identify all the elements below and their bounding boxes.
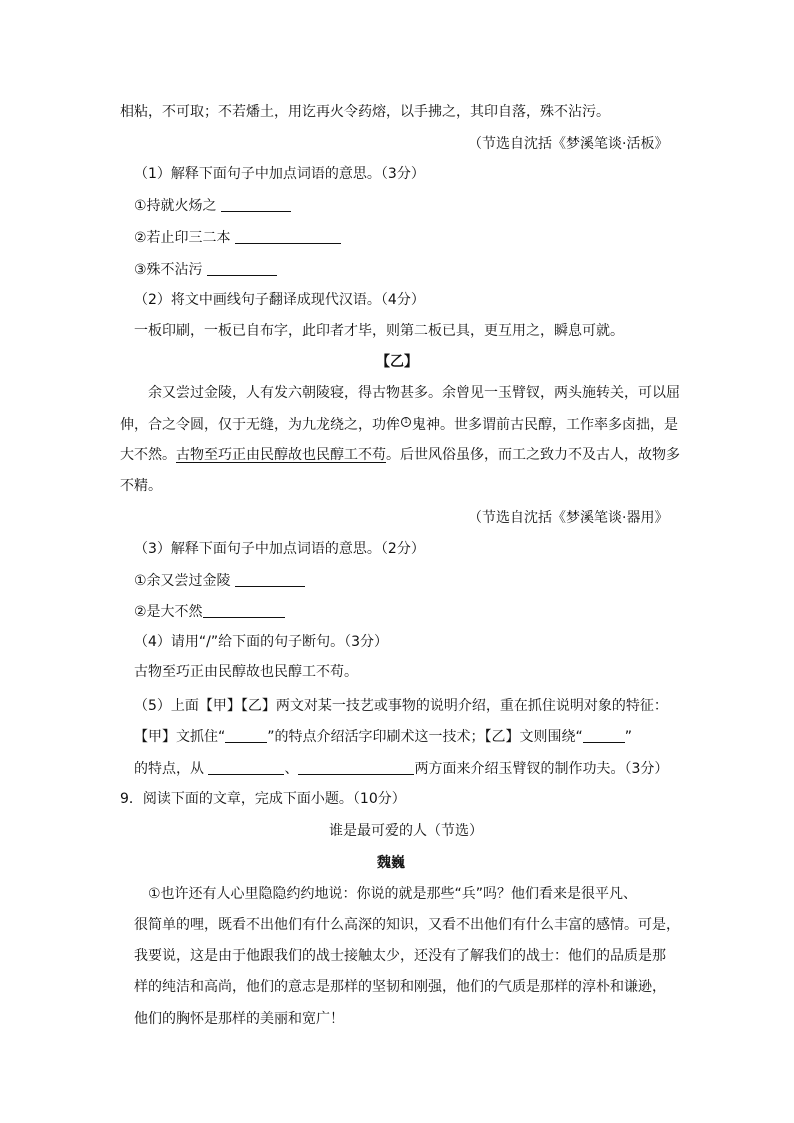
question-5: （5）上面【甲】【乙】两文对某一技艺或事物的说明介绍，重在抓住说明对象的特征： xyxy=(134,698,668,714)
question-4: （4）请用“/”给下面的句子断句。（3分） xyxy=(134,634,389,650)
article-author: 魏巍 xyxy=(377,855,405,871)
section-heading: 【乙】 xyxy=(376,354,418,370)
question-1-item-1: ①持就火炀之 xyxy=(134,197,291,215)
passage-line: 大不然。古物至巧正由民醇故也民醇工不苟。后世风俗虽侈，而工之致力不及古人，故物多 xyxy=(120,447,680,463)
answer-blank[interactable] xyxy=(298,760,414,775)
article-line: 我要说，这是由于他跟我们的战士接触太少，还没有了解我们的战士：他们的品质是那 xyxy=(134,948,666,964)
footnote-marker: 1 xyxy=(401,417,411,427)
question-2: （2）将文中画线句子翻译成现代汉语。（4分） xyxy=(134,292,425,308)
question-4-sentence: 古物至巧正由民醇故也民醇工不苟。 xyxy=(134,664,358,680)
passage-line: 相粘，不可取；不若燔土，用讫再火令药熔，以手拂之，其印自落，殊不沾污。 xyxy=(120,104,610,120)
article-line: 他们的胸怀是那样的美丽和宽广！ xyxy=(134,1011,344,1027)
question-1-item-2: ②若止印三二本 xyxy=(134,229,341,247)
answer-blank[interactable] xyxy=(203,603,285,618)
article-line: ①也许还有人心里隐隐约约地说：你说的就是那些“兵”吗？他们看来是很平凡、 xyxy=(148,886,638,902)
question-1: （1）解释下面句子中加点词语的意思。（3分） xyxy=(134,166,425,182)
article-line: 样的纯洁和高尚，他们的意志是那样的坚韧和刚强，他们的气质是那样的淳朴和谦逊， xyxy=(134,979,666,995)
passage-line: 伸，合之令圆，仅于无缝，为九龙绕之，功侔 1 鬼神。世多谓前古民醇，工作率多卤拙，是 xyxy=(120,417,678,433)
answer-blank[interactable] xyxy=(225,728,267,743)
question-3-item-1: ①余又尝过金陵 xyxy=(134,572,305,590)
question-1-item-3: ③殊不沾污 xyxy=(134,261,277,279)
passage-line: 余又尝过金陵，人有发六朝陵寝，得古物甚多。余曾见一玉臂钗，两头施转关，可以屈 xyxy=(148,385,680,401)
answer-blank[interactable] xyxy=(207,261,277,276)
article-title: 谁是最可爱的人（节选） xyxy=(329,823,483,839)
question-5-line-2: 【甲】文抓住“ ”的特点介绍活字印刷术这一技术；【乙】文则围绕“ ” xyxy=(134,729,633,745)
question-2-sentence: 一板印刷，一板已自布字，此印者才毕，则第二板已具，更互用之，瞬息可就。 xyxy=(134,323,624,339)
question-3-item-2: ②是大不然 xyxy=(134,603,285,621)
answer-blank[interactable] xyxy=(235,229,341,244)
answer-blank[interactable] xyxy=(235,572,305,587)
question-5-line-3: 的特点，从 、 两方面来介绍玉臂钗的制作功夫。（3分） xyxy=(134,761,669,777)
answer-blank[interactable] xyxy=(583,728,625,743)
passage-line: 不精。 xyxy=(120,478,162,494)
question-3: （3）解释下面句子中加点词语的意思。（2分） xyxy=(134,541,425,557)
answer-blank[interactable] xyxy=(208,760,284,775)
source-citation: （节选自沈括《梦溪笔谈·器用》 xyxy=(468,510,669,526)
answer-blank[interactable] xyxy=(221,197,291,212)
underlined-sentence: 古物至巧正由民醇故也民醇工不苟 xyxy=(176,447,386,463)
article-line: 很简单的哩，既看不出他们有什么高深的知识，又看不出他们有什么丰富的感情。可是， xyxy=(134,917,680,933)
source-citation: （节选自沈括《梦溪笔谈·活板》 xyxy=(468,136,669,152)
question-9-stem: 9．阅读下面的文章，完成下面小题。（10分） xyxy=(120,791,406,807)
